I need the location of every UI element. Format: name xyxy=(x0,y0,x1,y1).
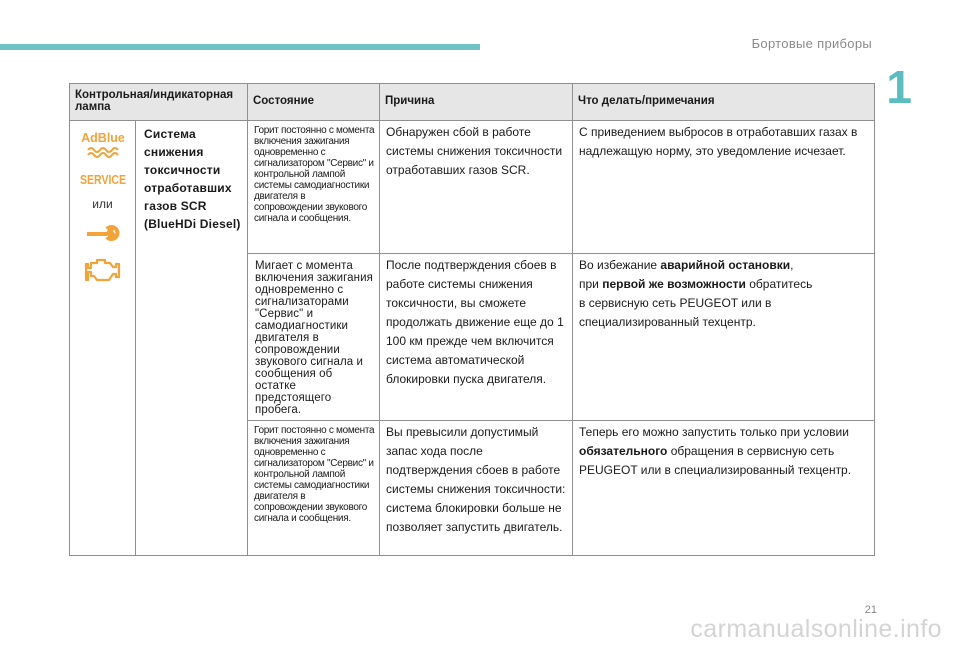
or-label: или xyxy=(92,197,113,211)
svg-text:SERVICE: SERVICE xyxy=(79,172,126,187)
column-header-action: Что делать/примечания xyxy=(573,84,875,121)
column-header-cause: Причина xyxy=(380,84,573,121)
cause-cell: Обнаружен сбой в работе системы снижения токсичности отработавших газов SCR. xyxy=(380,121,573,254)
action-cell: Во избежание аварийной остановки, при первой же возможности обратитесь в сервисную сеть PEUGEOT или в специализированный техцентр. xyxy=(573,254,875,421)
state-cell: Горит постоянно с момента включения зажигания одновременно с сигнализатором "Сервис" и контрольной лампой системы самодиагностики двигателя в сопровождении звукового сигнала и сообщения. xyxy=(248,421,380,556)
section-title: Бортовые приборы xyxy=(751,36,872,51)
watermark: carmanualsonline.info xyxy=(690,615,942,643)
engine-icon xyxy=(83,255,123,285)
system-name: Система снижения токсичности отработавших газов SCR (BlueHDi Diesel) xyxy=(136,121,248,556)
column-header-state: Состояние xyxy=(248,84,380,121)
chapter-number: 1 xyxy=(886,61,912,113)
table-header-row xyxy=(70,84,875,121)
state-cell: Мигает с момента включения зажигания одновременно с сигнализаторами "Сервис" и самодиагностики двигателя в сопровождении звукового сигнала и сообщения об остатке предстоящего пробега. xyxy=(248,254,380,421)
cause-cell: Вы превысили допустимый запас хода после подтверждения сбоев в работе системы снижения токсичности: система блокировки больше не позволяет запустить двигатель. xyxy=(380,421,573,556)
svg-text:AdBlue: AdBlue xyxy=(80,131,125,145)
emphasis-text: аварийной остановки xyxy=(660,258,791,272)
indicator-table xyxy=(69,83,875,556)
lamp-icons-cell xyxy=(70,121,136,556)
emphasis-text: первой же возможности xyxy=(602,277,746,291)
column-header-lamp: Контрольная/индикаторная лампа xyxy=(70,84,248,121)
top-accent-bar xyxy=(0,44,480,50)
adblue-icon xyxy=(79,129,127,159)
cause-cell: После подтверждения сбоев в работе системы снижения токсичности, вы сможете продолжать движение еще до 1 100 км прежде чем включится система автоматической блокировки пуска двигателя. xyxy=(380,254,573,421)
state-cell: Горит постоянно с момента включения зажигания одновременно с сигнализатором "Сервис" и контрольной лампой системы самодиагностики двигателя в сопровождении звукового сигнала и сообщения. xyxy=(248,121,380,254)
action-cell: С приведением выбросов в отработавших газах в надлежащую норму, это уведомление исчезает. xyxy=(573,121,875,254)
emphasis-text: обязательного xyxy=(579,444,668,458)
service-icon xyxy=(78,169,128,189)
page-number: 21 xyxy=(864,604,877,616)
wrench-icon xyxy=(85,223,121,243)
action-cell: Теперь его можно запустить только при условии обязательного обращения в сервисную сеть PEUGEOT или в специализированный техцентр. xyxy=(573,421,875,556)
table-row xyxy=(70,121,875,254)
